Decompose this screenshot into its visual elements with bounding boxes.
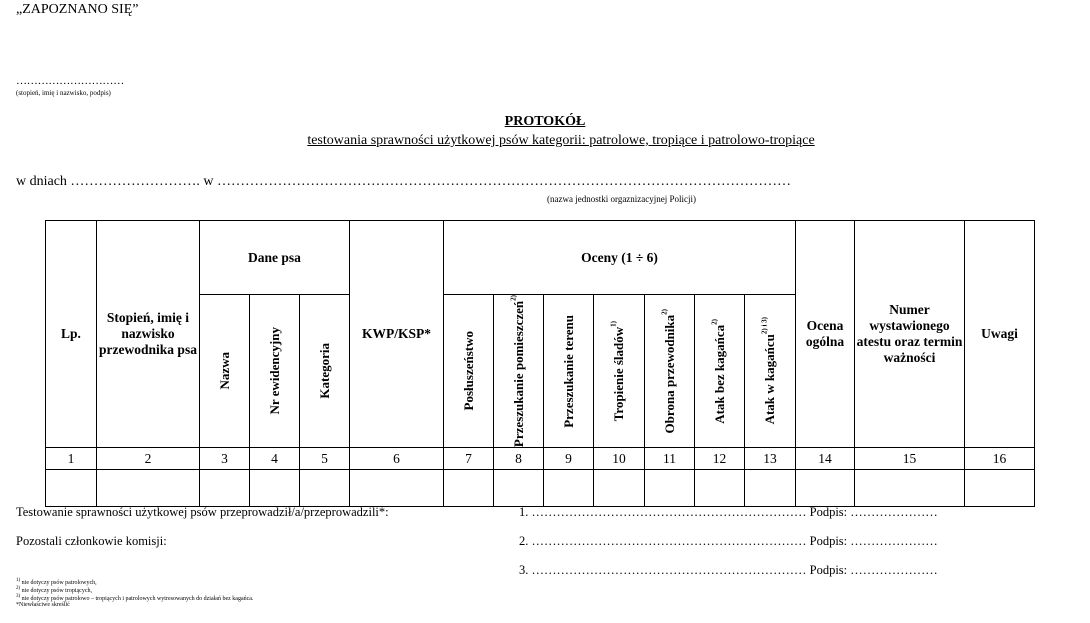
header-grade-attack-without-muzzle: Atak bez kagańca$^{2)}$ [695, 295, 745, 448]
header-lp: Lp. [46, 221, 97, 448]
entry-cell-overall-grade[interactable] [796, 470, 855, 507]
header-grade-area-search: Przeszukanie terenu [544, 295, 594, 448]
signature-line-3: 3. ………………………………………………………… Podpis: ………………… [519, 563, 938, 577]
header-dog-category: Kategoria [300, 295, 350, 448]
other-members-label: Pozostali członkowie komisji: [16, 534, 167, 548]
acknowledgement-signature-caption: (stopień, imię i nazwisko, podpis) [16, 89, 111, 97]
header-remarks: Uwagi [965, 221, 1035, 448]
entry-cell-remarks[interactable] [965, 470, 1035, 507]
footnote-2: $^{2)}$ nie dotyczy psów tropiących, [16, 586, 92, 594]
col-number: 5 [300, 448, 350, 470]
col-number: 16 [965, 448, 1035, 470]
entry-cell-certificate[interactable] [855, 470, 965, 507]
footnote-3: $^{3)}$ nie dotyczy psów patrolowo – tropiących i patrolowych wytresowanych do działań bez kagańca. [16, 594, 254, 602]
entry-cell-handler[interactable] [97, 470, 200, 507]
footnote-1: $^{1)}$ nie dotyczy psów patrolowych, [16, 578, 97, 586]
conducted-by-label: Testowanie sprawności użytkowej psów przeprowadził/a/przeprowadzili*: [16, 505, 389, 519]
entry-cell-handler-defense[interactable] [645, 470, 695, 507]
assessment-table [45, 220, 1035, 507]
entry-cell-category[interactable] [300, 470, 350, 507]
header-dog-name: Nazwa [200, 295, 250, 448]
header-handler: Stopień, imię i nazwisko przewodnika psa [97, 221, 200, 448]
col-number: 4 [250, 448, 300, 470]
header-grade-room-search: Przeszukanie pomieszczeń$^{2)}$ [494, 295, 544, 448]
entry-cell-tracking[interactable] [594, 470, 645, 507]
acknowledgement-header: „ZAPOZNANO SIĘ” [16, 2, 139, 17]
col-number: 3 [200, 448, 250, 470]
footnote-strike-note: *Niewłaściwe skreślić [16, 602, 70, 608]
col-number: 12 [695, 448, 745, 470]
header-grade-obedience: Posłuszeństwo [444, 295, 494, 448]
entry-cell-kwp-ksp[interactable] [350, 470, 444, 507]
entry-cell-attack-without-muzzle[interactable] [695, 470, 745, 507]
header-overall-grade: Ocena ogólna [796, 221, 855, 448]
acknowledgement-signature-dots: ………………………… [16, 75, 125, 87]
col-number: 7 [444, 448, 494, 470]
entry-cell-registry-number[interactable] [250, 470, 300, 507]
document-subtitle: testowania sprawności użytkowej psów kategorii: patrolowe, tropiące i patrolowo-tropiące [307, 133, 815, 148]
col-number: 11 [645, 448, 695, 470]
dates-and-unit-line: w dniach ………………………. w …………………………………………………………………………………………………………… [16, 174, 792, 189]
header-certificate: Numer wystawionego atestu oraz termin ważności [855, 221, 965, 448]
signature-line-1: 1. ………………………………………………………… Podpis: ………………… [519, 505, 938, 519]
header-grades: Oceny (1 ÷ 6) [444, 221, 796, 295]
col-number: 1 [46, 448, 97, 470]
column-number-row [46, 448, 1035, 470]
unit-caption: (nazwa jednostki orgaznizacyjnej Policji) [547, 194, 697, 204]
entry-cell-lp[interactable] [46, 470, 97, 507]
col-number: 9 [544, 448, 594, 470]
signature-line-2: 2. ………………………………………………………… Podpis: ………………… [519, 534, 938, 548]
col-number: 14 [796, 448, 855, 470]
entry-cell-attack-with-muzzle[interactable] [745, 470, 796, 507]
header-kwp-ksp: KWP/KSP* [350, 221, 444, 448]
header-grade-handler-defense: Obrona przewodnika$^{2)}$ [645, 295, 695, 448]
entry-cell-obedience[interactable] [444, 470, 494, 507]
col-number: 2 [97, 448, 200, 470]
entry-cell-dog-name[interactable] [200, 470, 250, 507]
entry-cell-area-search[interactable] [544, 470, 594, 507]
header-grade-tracking: Tropienie śladów$^{1)}$ [594, 295, 645, 448]
col-number: 13 [745, 448, 796, 470]
header-dog-data: Dane psa [200, 221, 350, 295]
col-number: 15 [855, 448, 965, 470]
col-number: 6 [350, 448, 444, 470]
header-dog-registry-number: Nr ewidencyjny [250, 295, 300, 448]
document-title: PROTOKÓŁ [504, 114, 586, 129]
col-number: 10 [594, 448, 645, 470]
header-grade-attack-with-muzzle: Atak w kagańcu$^{2) i 3)}$ [745, 295, 796, 448]
col-number: 8 [494, 448, 544, 470]
entry-cell-room-search[interactable] [494, 470, 544, 507]
entry-row [46, 470, 1035, 507]
